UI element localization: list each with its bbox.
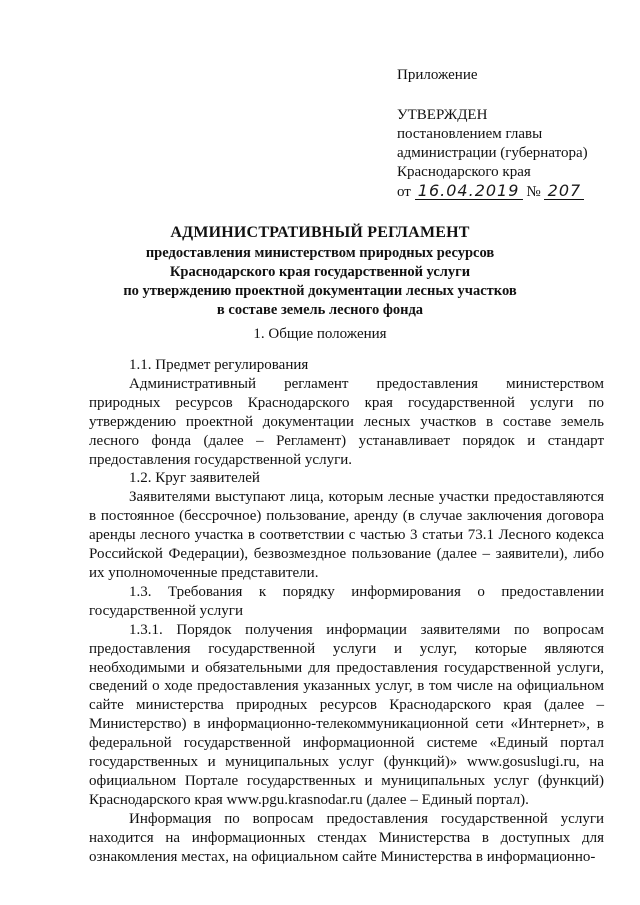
approval-stamp-block (397, 66, 629, 202)
subsection-heading: 1.2. Круг заявителей (129, 470, 260, 487)
approval-line-3: Краснодарского края (397, 164, 531, 180)
subsection-heading: 1.3. Требования к порядку информирования о предоставлении государственной услуги (89, 583, 604, 619)
appendix-label: Приложение (397, 67, 478, 83)
approval-date-number-line (397, 182, 629, 202)
body-paragraph: Информация по вопросам предоставления государственной услуги находится на информационных стендах Министерства в доступных для ознакомления местах, на официальном сайте Министерства в информационно- (89, 810, 604, 865)
document-body (89, 356, 604, 866)
document-title: АДМИНИСТРАТИВНЫЙ РЕГЛАМЕНТ (170, 224, 470, 241)
subsection-heading: 1.1. Предмет регулирования (129, 357, 309, 373)
body-paragraph: Заявителями выступают лица, которым лесные участки предоставляются в постоянное (бессрочное) пользование, аренду (в случае заключения договора аренды лесного участка в соответствии с частью 3 статьи 73.1 Лесного кодекса Российской Федерации), безвозмездное пользование (далее – заявители), либо их уполномоченные представители. (89, 489, 604, 581)
handwritten-number: 207 (544, 182, 584, 200)
number-label: № (526, 184, 541, 200)
approval-line-1: постановлением главы (397, 126, 543, 142)
body-paragraph: 1.3.1. Порядок получения информации заявителями по вопросам предоставления государственной услуги и услуг, которые являются необходимыми и обязательными для предоставления государственной услуги, сведений о ходе предоставления указанных услуг, в том числе на официальном сайте министерства природных ресурсов Краснодарского края (далее – Министерство) в информационно-телекоммуникационной сети «Интернет», в федеральной государственной информационной системе «Единый портал государственных и муниципальных услуг (функций)» www.gosuslugi.ru, на официальном Портале государственных и муниципальных услуг (функций) Краснодарского края www.pgu.krasnodar.ru (далее – Единый портал). (89, 621, 604, 808)
handwritten-date: 16.04.2019 (415, 182, 523, 200)
title-subline-3: по утверждению проектной документации лесных участков (123, 283, 517, 299)
section-heading: 1. Общие положения (253, 326, 387, 342)
title-subline-1: предоставления министерством природных ресурсов (145, 245, 495, 261)
approval-line-2: администрации (губернатора) (397, 145, 588, 161)
body-paragraph: Административный регламент предоставления министерством природных ресурсов Краснодарского края государственной услуги по утверждению проектной документации лесных участков в составе земель лесного фонда (далее – Регламент) устанавливает порядок и стандарт предоставления государственной услуги. (89, 375, 604, 468)
title-subline-4: в составе земель лесного фонда (216, 302, 424, 318)
approved-label: УТВЕРЖДЕН (397, 107, 488, 123)
document-title-block (95, 222, 545, 320)
title-subline-2: Краснодарского края государственной услуги (169, 264, 471, 280)
from-label: от (397, 184, 411, 200)
